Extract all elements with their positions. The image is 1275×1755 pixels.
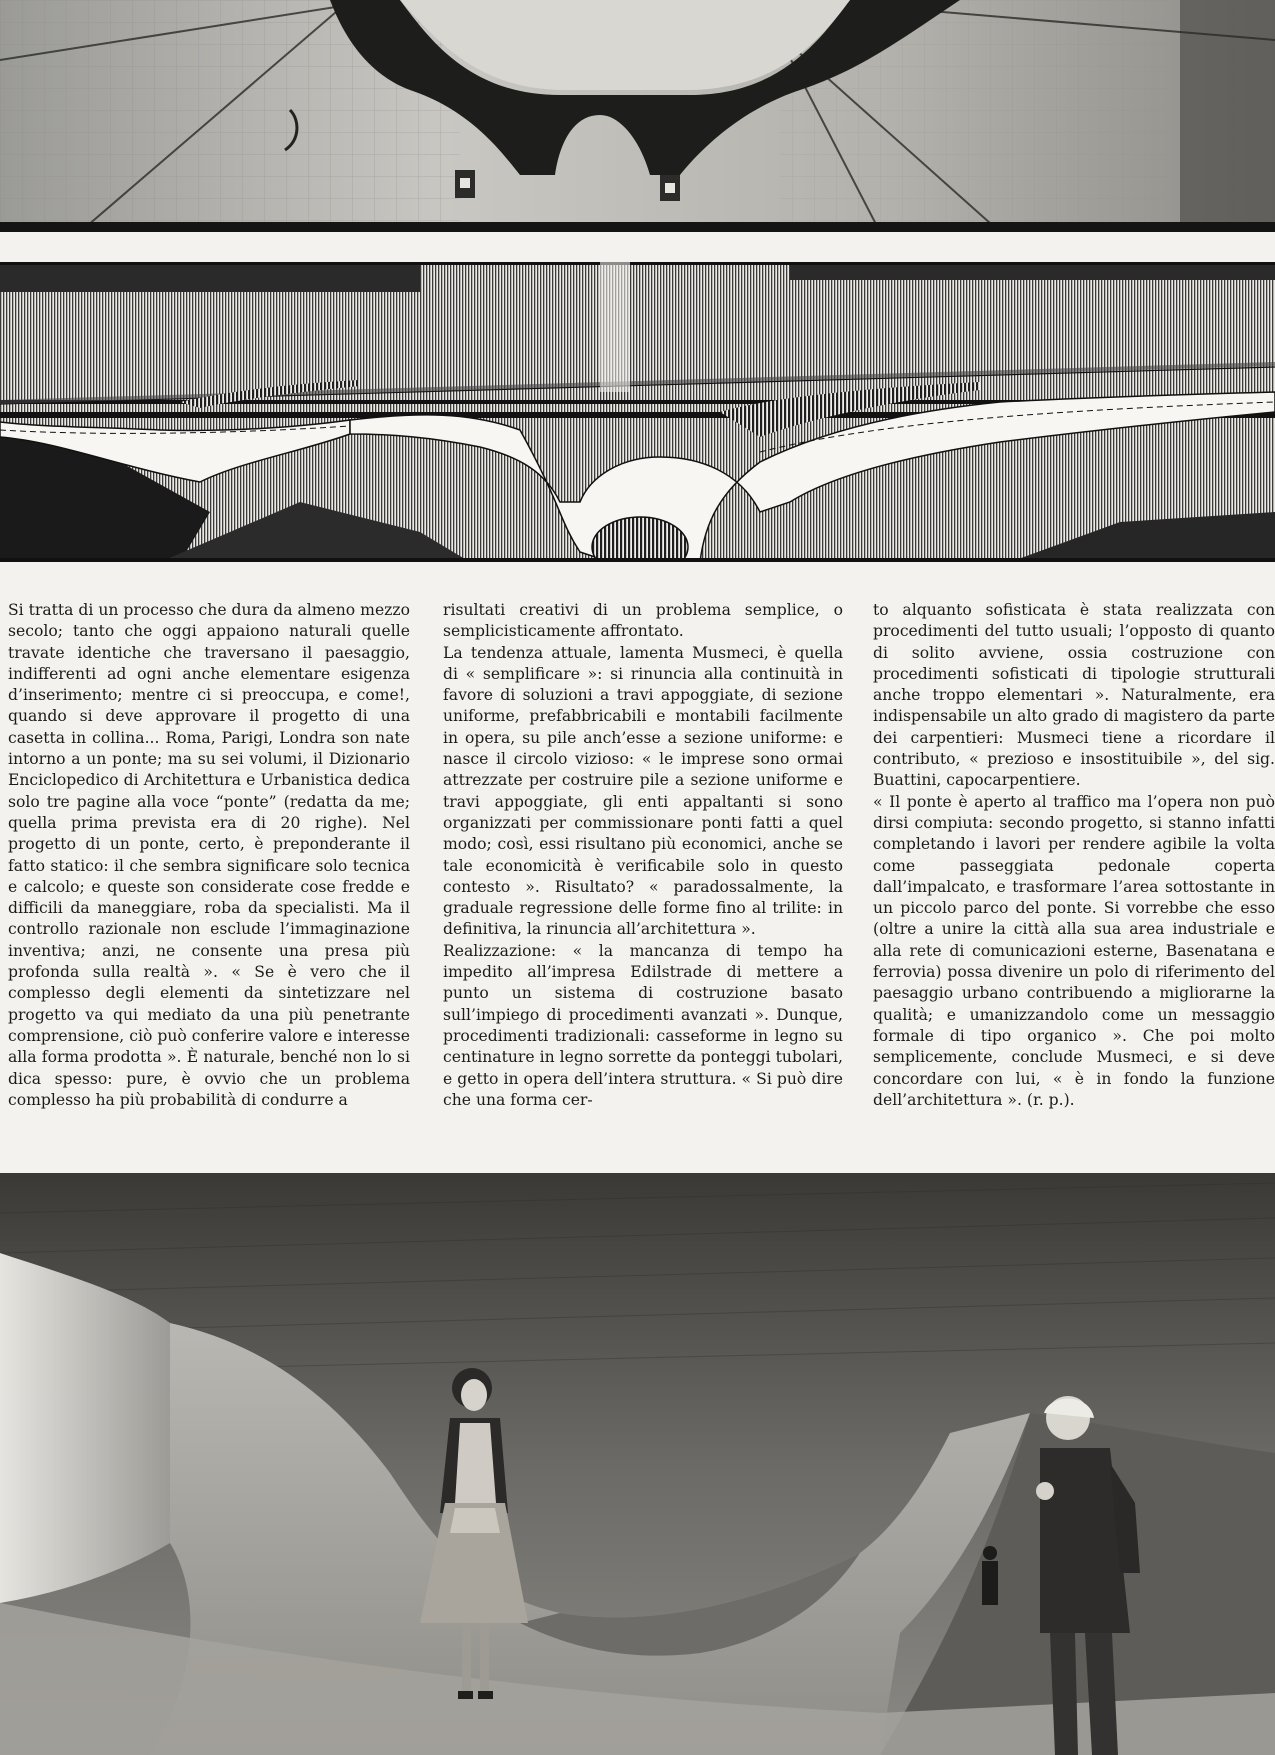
top-photo-bridge-model: [0, 0, 1275, 232]
paragraph: risultati creativi di un problema semplice, o semplicisticamente affrontato.: [443, 601, 843, 641]
paragraph: « Il ponte è aperto al traffico ma l’opera non può dirsi compiuta: secondo progetto, si stanno infatti completando i lavori per rendere agibile la volta come passeggiata pedonale coperta dall’impalcato, e trasformare l’area sottostante in un piccolo parco del ponte. Si vorrebbe che esso (oltre a unire la città alla sua area industriale e alla rete di comunicazioni esterne, Basenatana e ferrovia) possa divenire un polo di riferimento del paesaggio urbano contribuendo a migliorarne la qualità; e umanizzandolo come un messaggio formale di tipo organico ». Che poi molto semplicemente, conclude Musmeci, e si deve concordare con lui, « è in fondo la funzione dell’architettura ». (r. p.).: [873, 792, 1275, 1109]
article-text: [8, 600, 1275, 1150]
bridge-elevation-drawing: [0, 262, 1275, 562]
bottom-photo-under-vault: [0, 1173, 1275, 1755]
paragraph: Realizzazione: « la mancanza di tempo ha impedito all’impresa Edilstrade di mettere a punto un sistema di costruzione basato sull’impiego di procedimenti avanzati ». Dunque, procedimenti tradizionali: casseforme in legno su centinature in legno sorrette da ponteggi tubolari, e getto in opera dell’intera struttura. « Si può dire che una forma cer-: [443, 941, 843, 1109]
paragraph: La tendenza attuale, lamenta Musmeci, è quella di « semplificare »: si rinuncia alla continuità in favore di soluzioni a travi appoggiate, di sezione uniforme, prefabbricabili e montabili facilmente in opera, su pile anch’esse a sezione uniforme: e nasce il circolo vizioso: « le imprese sono ormai attrezzate per costruire pile a sezione uniforme e travi appoggiate, gli enti appaltanti si sono organizzati per commissionare ponti fatti a quel modo; così, essi risultano più economici, anche se tale economicità è verificabile solo in questo contesto ». Risultato? « paradossalmente, la graduale regressione delle forme fino al trilite: in definitiva, la rinuncia all’architettura ».: [443, 643, 843, 939]
article-column-2: [443, 600, 843, 1150]
article-column-1: [8, 600, 410, 1150]
paragraph: to alquanto sofisticata è stata realizzata con procedimenti del tutto usuali; l’opposto di quanto di solito avviene, ossia costruzione con procedimenti sofisticati di tipologie strutturali anche troppo elementari ». Naturalmente, era indispensabile un alto grado di magistero da parte dei carpentieri: Musmeci tiene a ricordare il contributo, « prezioso e insostituibile », del sig. Buattini, capocarpentiere.: [873, 601, 1275, 790]
article-column-3: [873, 600, 1275, 1150]
paragraph: Si tratta di un processo che dura da almeno mezzo secolo; tanto che oggi appaiono naturali quelle travate identiche che traversano il paesaggio, indifferenti ad ogni anche elementare esigenza d’inserimento; mentre ci si preoccupa, e come!, quando si deve approvare il progetto di una casetta in collina... Roma, Parigi, Londra son nate intorno a un ponte; ma su sei volumi, il Dizionario Enciclopedico di Architettura e Urbanistica dedica solo tre pagine alla voce “ponte” (redatta da me; quella prima prevista era di 20 righe). Nel progetto di un ponte, certo, è preponderante il fatto statico: il che sembra significare solo tecnica e calcolo; e queste son considerate cose fredde e difficili da maneggiare, roba da specialisti. Ma il controllo razionale non esclude l’immaginazione inventiva; anzi, ne consente una presa più profonda sulla realtà ». « Se è vero che il complesso degli elementi da sintetizzare nel progetto va qui mediato da una più penetrante comprensione, ciò può conferire valore e interesse alla forma prodotta ». È naturale, benché non lo si dica spesso: pure, è ovvio che un problema complesso ha più probabilità di condurre a: [8, 601, 410, 1109]
